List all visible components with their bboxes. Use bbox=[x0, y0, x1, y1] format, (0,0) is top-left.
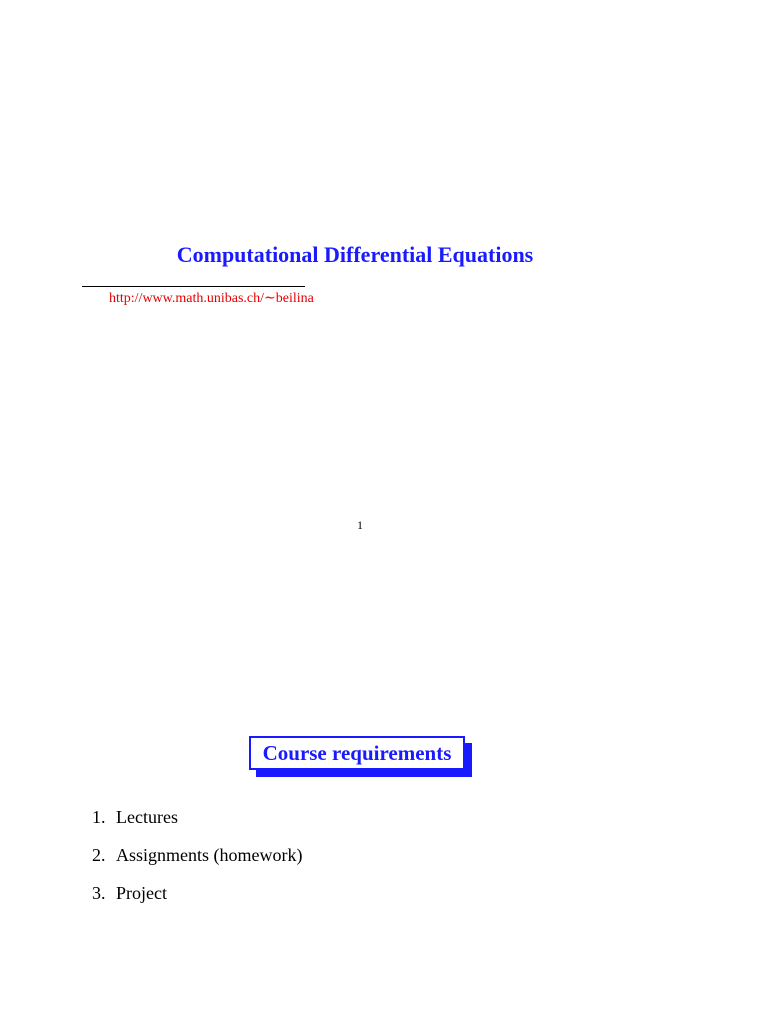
list-item-number: 1. bbox=[92, 807, 106, 827]
boxed-heading-container bbox=[249, 736, 465, 770]
list-item bbox=[92, 881, 302, 919]
page-title: Computational Differential Equations bbox=[176, 242, 534, 267]
list-item-number: 3. bbox=[92, 883, 106, 903]
list-item-number: 2. bbox=[92, 845, 106, 865]
list-item-label: Project bbox=[116, 883, 167, 903]
section-heading: Course requirements bbox=[249, 736, 465, 770]
list-item-label: Lectures bbox=[116, 807, 178, 827]
list-item-label: Assignments (homework) bbox=[116, 845, 303, 865]
page-number: 1 bbox=[357, 518, 363, 532]
list-item bbox=[92, 843, 302, 881]
requirements-list bbox=[92, 805, 302, 919]
list-item bbox=[92, 805, 302, 843]
footnote-url-link[interactable]: http://www.math.unibas.ch/∼beilina bbox=[109, 291, 314, 306]
footnote-rule bbox=[82, 286, 305, 287]
